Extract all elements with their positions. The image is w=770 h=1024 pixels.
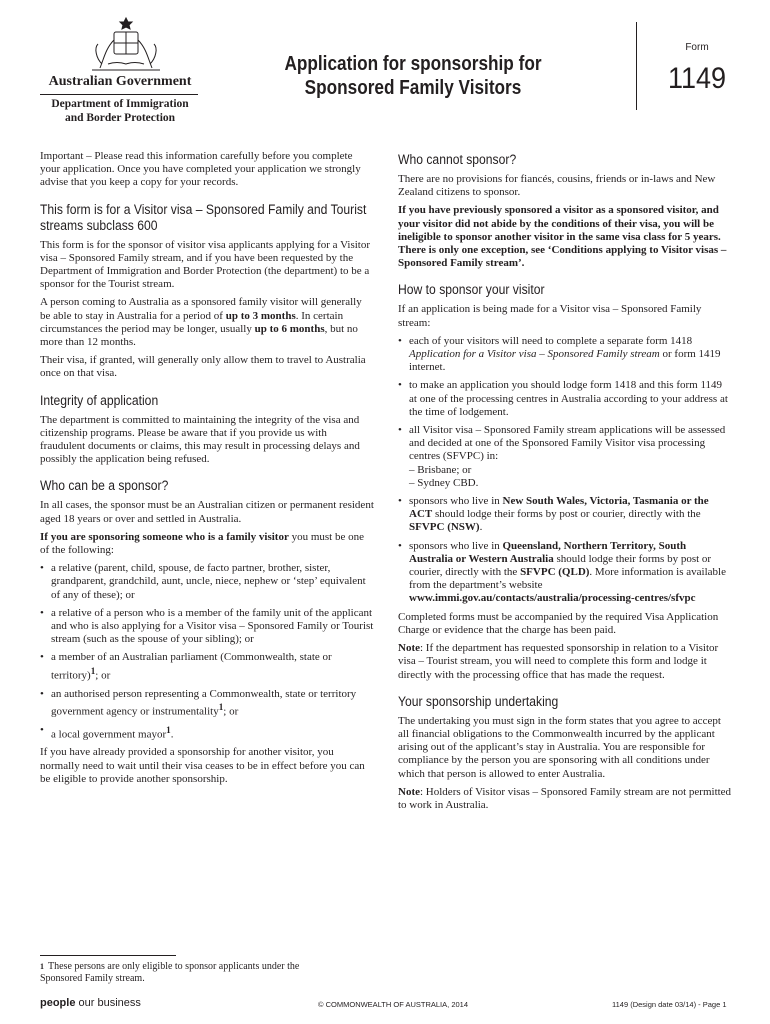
text-span: . In certain circumstances the period may be longer, usually (40, 309, 344, 335)
bold-span: If you have previously sponsored a visitor as a sponsored visitor, and your visitor did not abide by the conditions of their visa, you will be ineligible to sponsor another visitor in the same visa class for 5 years. There is only one exception, see ‘Conditions applying to Visitor visas – Sponsored Family stream’. (398, 204, 727, 270)
how-paragraph-1: If an application is being made for a Visitor visa – Sponsored Family stream: (398, 303, 702, 329)
department-line-2: and Border Protection (64, 112, 176, 124)
text-span: all Visitor visa – Sponsored Family stream applications will be assessed and decided at one of the Sponsored Family Visitor visa processing centres (SFVPC) in: (409, 424, 726, 463)
undertaking-heading: Your sponsorship undertaking (398, 693, 559, 709)
footnote-mark: 1 (166, 724, 171, 735)
footnote-text: These persons are only eligible to sponsor applicants under the Sponsored Family stream. (40, 961, 300, 984)
text-span: , but no more than 12 months. (40, 322, 358, 349)
intro-paragraph: Important – Please read this information carefully before you complete your application. Once you have completed your application we strongly advise that you keep a copy for your records. (40, 150, 361, 189)
footer-page-info: 1149 (Design date 03/14) - Page 1 (612, 1000, 727, 1009)
header-divider (40, 94, 198, 95)
visa-paragraph-1: This form is for the sponsor of visitor visa applicants applying for a Visitor visa – Sponsored Family stream, and if you have been requested by the Department of Immigration and Border Protection (the department) to be a sponsor for the Tourist stream. (40, 238, 371, 291)
footnote-mark: 1 (90, 665, 96, 676)
how-paragraph-2: Completed forms must be accompanied by the required Visa Application Charge or evidence that the charge has been paid. (398, 610, 719, 636)
brand-bold: people (40, 997, 76, 1009)
note-label: Note (398, 785, 420, 798)
sponsor-paragraph-2 (40, 531, 374, 557)
text-span: a member of an Australian parliament (Commonwealth, state or territory) (51, 651, 332, 682)
visa-paragraph-2 (40, 296, 374, 349)
list-item (398, 495, 732, 535)
text-span: or form 1419 internet. (409, 348, 721, 374)
department-name (40, 97, 200, 125)
text-span: you must be one of the following: (40, 530, 365, 557)
footnote-mark: 1 (218, 701, 224, 712)
sponsor-paragraph-1: In all cases, the sponsor must be an Australian citizen or permanent resident aged 18 years or over and settled in Australia. (40, 499, 374, 525)
text-span: should lodge their forms by post or courier, directly with the (409, 552, 712, 579)
footnote (40, 961, 340, 985)
list-item (40, 724, 374, 742)
sub-item: – Brisbane; or (409, 463, 472, 476)
list-item (398, 424, 732, 490)
list-item (398, 335, 732, 375)
text-span: A person coming to Australia as a sponsored family visitor will generally be able to stay in Australia for a period of (40, 296, 362, 322)
cannot-paragraph-2 (398, 204, 732, 270)
how-to-sponsor-heading: How to sponsor your visitor (398, 282, 545, 298)
list-item: • a relative of a person who is a member of the family unit of the applicant and who is also applying for a Visitor visa – Sponsored Family or Tourist stream (such as the spouse of your sibling); or (40, 607, 374, 647)
left-column (40, 150, 374, 791)
form-label: Form (685, 42, 709, 53)
how-list (398, 335, 732, 606)
australian-coat-of-arms-icon (78, 14, 174, 74)
footnote-divider (40, 955, 176, 956)
sub-item: – Sydney CBD. (409, 476, 479, 489)
list-item: • a relative (parent, child, spouse, de facto partner, brother, sister, grandparent, grandchild, aunt, uncle, niece, nephew or ‘step’ equivalent of any of these); or (40, 562, 374, 602)
cannot-sponsor-heading: Who cannot sponsor? (398, 152, 517, 167)
footer-copyright: © COMMONWEALTH OF AUSTRALIA, 2014 (318, 1000, 468, 1009)
sponsor-heading: Who can be a sponsor? (40, 478, 169, 494)
how-paragraph-3 (398, 642, 732, 682)
bold-span: SFVPC (QLD) (520, 566, 590, 579)
cannot-paragraph-1: There are no provisions for fiancés, cousins, friends or in-laws and New Zealand citizens to sponsor. (398, 173, 716, 199)
undertaking-paragraph-2 (398, 786, 732, 812)
form-number: 1149 (667, 62, 727, 95)
list-item: • to make an application you should lodge form 1418 and this form 1149 at one of the processing centres in Australia according to your address at the time of lodgement. (398, 379, 732, 419)
integrity-paragraph: The department is committed to maintaining the integrity of the visa and citizenship programs. Please be aware that if you provide us with fraudulent documents or claims, this may result in processing delays and possibly the application being refused. (40, 413, 360, 466)
integrity-heading: Integrity of application (40, 392, 159, 408)
text-span: a local government mayor (51, 728, 167, 741)
title-line-2: Sponsored Family Visitors (304, 77, 522, 99)
list-item (398, 540, 732, 606)
note-label: Note (398, 642, 420, 655)
sponsor-list (40, 562, 374, 741)
text-span: ; or (95, 669, 111, 682)
visa-heading: This form is for a Visitor visa – Sponsored Family and Tourist streams subclass 600 (40, 201, 367, 233)
page-title (271, 52, 555, 100)
visa-paragraph-3: Their visa, if granted, will generally only allow them to travel to Australia once on that visa. (40, 354, 366, 380)
text-span: each of your visitors will need to complete a separate form 1418 (409, 334, 693, 347)
title-line-1: Application for sponsorship for (284, 53, 542, 75)
text-span: : Holders of Visitor visas – Sponsored Family stream are not permitted to work in Australia. (398, 785, 732, 811)
text-span: sponsors who live in (409, 539, 503, 552)
sponsor-paragraph-3: If you have already provided a sponsorship for another visitor, you normally need to wait until their visa ceases to be in effect before you can be eligible to provide another sponsorship. (40, 746, 365, 785)
footer-brand (40, 997, 141, 1009)
bold-span: up to 3 months (225, 309, 296, 322)
text-span: an authorised person representing a Commonwealth, state or territory government agency or instrumentality (51, 687, 357, 718)
bold-span: Queensland, Northern Territory, South Australia or Western Australia (409, 539, 687, 565)
text-span: . (170, 728, 174, 741)
list-item (40, 651, 374, 682)
text-span: sponsors who live in (409, 495, 503, 508)
department-line-1: Department of Immigration (51, 98, 189, 110)
bold-span: If you are sponsoring someone who is a family visitor (40, 530, 289, 543)
form-number-box (636, 22, 757, 110)
bold-span: New South Wales, Victoria, Tasmania or the ACT (409, 495, 709, 521)
footnote-number: 1 (40, 962, 44, 971)
right-column (398, 150, 732, 817)
bold-span: up to 6 months (254, 322, 325, 335)
website-link[interactable]: www.immi.gov.au/contacts/australia/processing-centres/sfvpc (409, 592, 696, 605)
text-span: . More information is available from the department’s website (409, 566, 726, 592)
italic-span: Application for a Visitor visa – Sponsored Family stream (409, 348, 660, 361)
undertaking-paragraph-1: The undertaking you must sign in the form states that you agree to accept all financial obligations to the Commonwealth incurred by the applicant arising out of the applicant’s stay in Australia. You are responsible for compliance by the person you are sponsoring with all conditions under which that person is allowed to enter Australia. (398, 714, 721, 780)
text-span: . (479, 521, 483, 534)
text-span: ; or (223, 705, 239, 718)
bold-span: SFVPC (NSW) (409, 521, 480, 534)
list-item (40, 688, 374, 719)
government-name: Australian Government (48, 74, 192, 89)
text-span: : If the department has requested sponsorship in relation to a Visitor visa – Tourist stream, you will need to complete this form and lodge it directly with the processing office that has made the request. (398, 642, 719, 681)
brand-rest: our business (75, 997, 141, 1009)
text-span: should lodge their forms by post or courier, directly with the (432, 508, 701, 521)
